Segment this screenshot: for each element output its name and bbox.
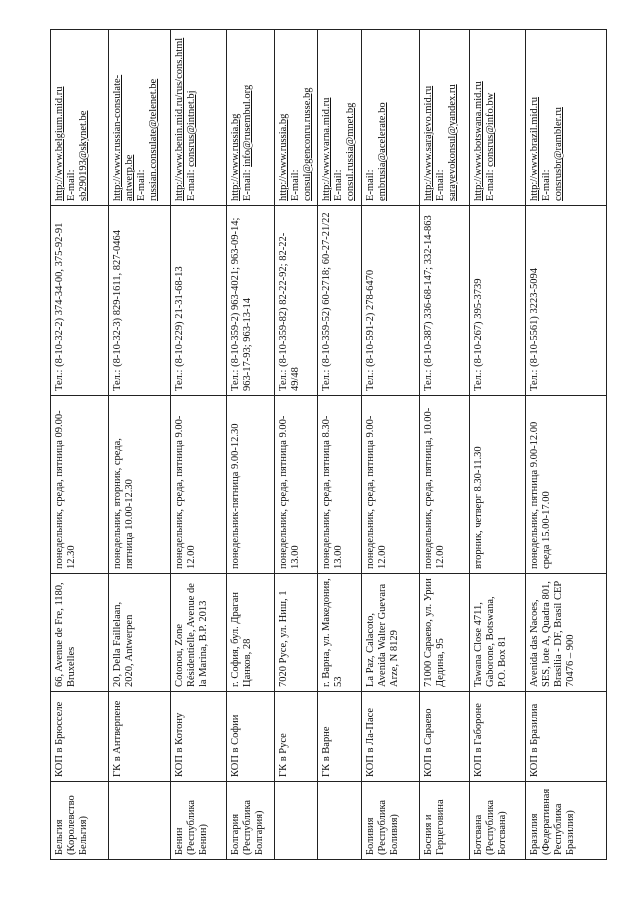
email-label: E-mail: [66, 169, 78, 201]
address-cell: Tawana Close 4711, Gaborone, Botswana, P.O. Box 81 [470, 574, 526, 692]
address-cell: Avenida das Nacoes, SES, lote A, Quadra 801, Brasilia - DF, Brasil CEP 70476 – 900 [526, 574, 607, 692]
phone-cell: Тел.: (8-10-387) 336-68-147; 332-14-863 [420, 206, 470, 396]
phone-cell: Тел.: (8-10-229) 21-31-68-13 [171, 206, 227, 396]
hours-cell: понедельник, среда, пятница 9.00-13.00 [275, 396, 318, 574]
mission-cell: КОП в Габороне [470, 692, 526, 782]
mission-cell: КОП в Брюсселе [51, 692, 109, 782]
country-cell: Болгария (Республика Болгария) [227, 782, 275, 860]
email-link[interactable]: russian.consulate@telenet.be [148, 78, 160, 201]
table-row [51, 30, 109, 860]
address-cell: г. София, бул. Драган Цанков, 28 [227, 574, 275, 692]
table-row [275, 30, 318, 860]
email-label: E-mail: [290, 169, 302, 201]
table-row [318, 30, 362, 860]
hours-cell: понедельник, среда, пятница 8.30-13.00 [318, 396, 362, 574]
email-link[interactable]: consrusbr@rambler.ru [553, 107, 565, 201]
contacts-cell [362, 30, 420, 206]
email-link[interactable]: consrus@info.bw [485, 92, 497, 167]
website-link[interactable]: http://www.brazil.mid.ru [529, 96, 541, 201]
website-link[interactable]: http://www.belgium.mid.ru [54, 86, 65, 201]
email-link[interactable]: sb290193@skynet.be [78, 110, 90, 201]
email-label: E-mail: [333, 169, 345, 201]
mission-cell: ГК в Антверпене [109, 692, 171, 782]
table-row [420, 30, 470, 860]
mission-cell: ГК в Варне [318, 692, 362, 782]
hours-cell: понедельник-пятница 9.00-12.30 [227, 396, 275, 574]
address-cell: 66, Avenue de Fre, 1180, Bruxelles [51, 574, 109, 692]
email-label: E-mail: [136, 169, 148, 201]
website-link[interactable]: http://www.benin.mid.ru/rus/cons.html [174, 37, 185, 201]
contacts-cell [109, 30, 171, 206]
website-link[interactable]: http://www.russia.bg [230, 113, 241, 201]
country-cell: Бенин (Республика Бенин) [171, 782, 227, 860]
table-row [470, 30, 526, 860]
email-link[interactable]: info@rusembul.org [242, 84, 254, 167]
hours-cell: понедельник, среда, пятница 09.00-12.30 [51, 396, 109, 574]
website-link[interactable]: http://www.russia.bg [278, 113, 289, 201]
country-cell [318, 782, 362, 860]
mission-cell: ГК в Русе [275, 692, 318, 782]
phone-cell: Тел.: (8-10-32-2) 374-34-00, 375-92-91 [51, 206, 109, 396]
hours-cell: понедельник, среда, пятница 9.00-12.00 [362, 396, 420, 574]
mission-cell: КОП в Сараево [420, 692, 470, 782]
mission-cell: КОП в Бразилиа [526, 692, 607, 782]
table-row [227, 30, 275, 860]
consulates-table [50, 29, 607, 860]
phone-cell: Тел.: (8-10-32-3) 829-1611, 827-0464 [109, 206, 171, 396]
phone-cell: Тел.: (8-10-5561) 3223-5094 [526, 206, 607, 396]
email-label: E-mail: [365, 169, 377, 201]
rotated-table-wrapper [50, 30, 605, 860]
contacts-cell [470, 30, 526, 206]
hours-cell: понедельник, среда, пятница, 10.00-12.00 [420, 396, 470, 574]
table-row [526, 30, 607, 860]
contacts-cell [51, 30, 109, 206]
country-cell: Боливия (Республика Боливия) [362, 782, 420, 860]
phone-cell: Тел.: (8-10-359-2) 963-4021; 963-09-14; 963-17-93; 963-13-14 [227, 206, 275, 396]
contacts-cell [318, 30, 362, 206]
mission-cell: КОП в Котону [171, 692, 227, 782]
country-cell: Ботсвана (Республика Ботсвана) [470, 782, 526, 860]
address-cell: La Paz, Calacoto, Avenida Walter Guevara Arze, N 8129 [362, 574, 420, 692]
phone-cell: Тел.: (8-10-591-2) 278-6470 [362, 206, 420, 396]
table-row [362, 30, 420, 860]
country-cell: Бельгия (Королевство Бельгия) [51, 782, 109, 860]
hours-cell: понедельник, пятница 9.00-12.00 среда 15.00-17.00 [526, 396, 607, 574]
email-label: E-mail: [242, 169, 254, 201]
website-link[interactable]: http://www.varna.mid.ru [321, 97, 333, 201]
contacts-cell [420, 30, 470, 206]
address-cell: 20, Della Faillelaan, 2020, Antwerpen [109, 574, 171, 692]
country-cell [275, 782, 318, 860]
email-link[interactable]: consul@genconru.russe.bg [302, 87, 314, 201]
email-link[interactable]: embrusia@acelerate.bo [377, 102, 389, 201]
address-cell: Cotonou, Zone Résidentielle, Avenue de la Marina, B.P. 2013 [171, 574, 227, 692]
hours-cell: понедельник, среда, пятница 9.00-12.00 [171, 396, 227, 574]
website-link[interactable]: http://www.russian-consulate-antwerp.be [112, 74, 136, 201]
hours-cell: понедельник, вторник, среда, пятница 10.00-12.30 [109, 396, 171, 574]
address-cell: 71000 Сараево, ул. Урии Дедина, 95 [420, 574, 470, 692]
table-row [109, 30, 171, 860]
country-cell: Босния и Герцеговина [420, 782, 470, 860]
email-label: E-mail: [186, 169, 198, 201]
website-link[interactable]: http://www.sarajevo.mid.ru [423, 85, 435, 201]
contacts-cell [275, 30, 318, 206]
hours-cell: вторник, четверг 8.30-11.30 [470, 396, 526, 574]
country-cell [109, 782, 171, 860]
email-label: E-mail: [435, 169, 447, 201]
email-link[interactable]: consrus@intnet.bj [186, 90, 198, 167]
contacts-cell [171, 30, 227, 206]
phone-cell: Тел.: (8-10-359-82) 82-22-92; 82-22-49/48 [275, 206, 318, 396]
website-link[interactable]: http://www.botswana.mid.ru [473, 81, 485, 201]
address-cell: 7020 Русе, ул. Ниш, 1 [275, 574, 318, 692]
contacts-cell [526, 30, 607, 206]
mission-cell: КОП в Ла-Пасе [362, 692, 420, 782]
table-row [171, 30, 227, 860]
country-cell: Бразилия (Федеративная Республика Бразилия) [526, 782, 607, 860]
contacts-cell [227, 30, 275, 206]
email-link[interactable]: sarayevokonsul@yandex.ru [447, 84, 459, 201]
phone-cell: Тел.: (8-10-359-52) 60-2718; 60-27-21/22 [318, 206, 362, 396]
email-link[interactable]: consul.russia@mnet.bg [345, 102, 357, 201]
email-label: E-mail: [485, 169, 497, 201]
phone-cell: Тел.: (8-10-267) 395-3739 [470, 206, 526, 396]
mission-cell: КОП в Софии [227, 692, 275, 782]
email-label: E-mail: [541, 169, 553, 201]
address-cell: г. Варна, ул. Македония, 53 [318, 574, 362, 692]
